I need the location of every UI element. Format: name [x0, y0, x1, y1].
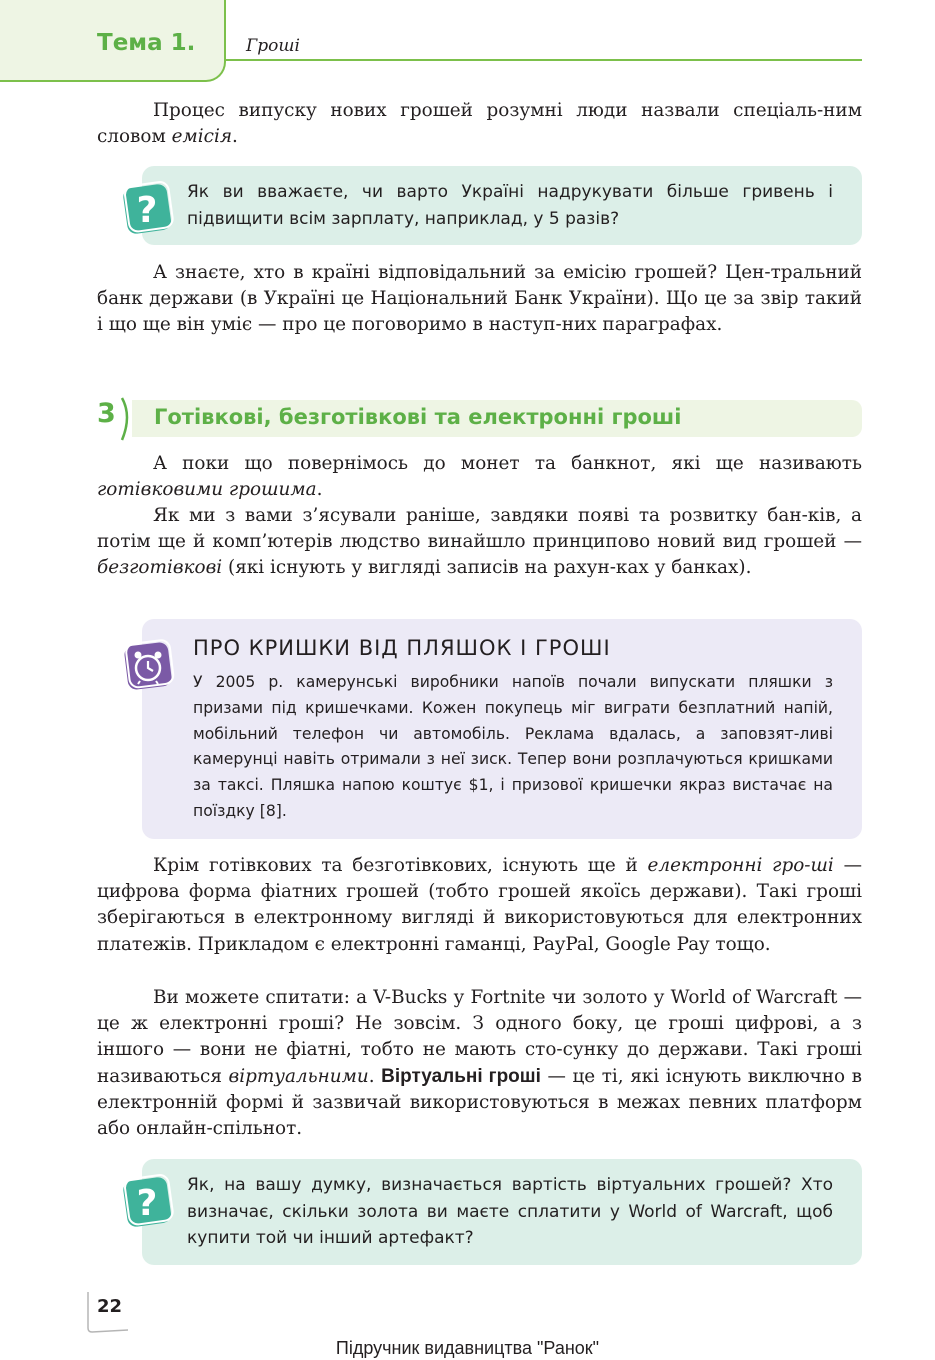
section-number: 3 [97, 398, 116, 429]
paragraph-noncash [97, 503, 862, 582]
fact-title: ПРО КРИШКИ ВІД ПЛЯШОК І ГРОШІ [193, 636, 611, 660]
text-span: Ви можете спитати: а V-Bucks у Fortnite чи золото у World of Warcraft — це ж електронні гроші? Не зовсім. З одного боку, це гроші цифрові, а з іншого — вони не фіатні, тобто не мають сто-сунку до держави. Такі гроші називаються [97, 987, 862, 1087]
page-number: 22 [97, 1296, 123, 1317]
paragraph-central-bank: А знаєте, хто в країні відповідальний за емісію грошей? Цен-тральний банк держави (в Україні це Національний Банк України). Що це за звір такий і що ще він уміє — про це поговоримо в наступ-них параграфах. [97, 262, 862, 336]
text-span: Крім готівкових та безготівкових, існують ще й [153, 855, 648, 876]
term-virtual-money-bold: Віртуальні гроші [381, 1065, 541, 1087]
question-text: Як, на вашу думку, визначається вартість віртуальних грошей? Хто визначає, скільки золота ви маєте сплатити у World of Warcraft, щоб купити той чи інший артефакт? [187, 1175, 833, 1248]
svg-text:?: ? [136, 1183, 158, 1224]
alarm-clock-icon [121, 639, 175, 693]
question-icon [120, 1174, 174, 1228]
term-noncash: безготівкові [97, 557, 223, 579]
term-emission: емісія [171, 126, 233, 148]
svg-text:?: ? [136, 190, 158, 231]
text-span: . [316, 479, 323, 501]
section-bracket [118, 396, 138, 442]
text-span: Як ми з вами з’ясували раніше, завдяки появі та розвитку бан-ків, а потім ще й комп’ютерів людство винайшло принципово новий вид грошей — [97, 505, 862, 553]
paragraph-electronic-money [97, 853, 862, 958]
topic-label: Тема 1. [97, 30, 196, 56]
paragraph-emission [97, 98, 862, 150]
publisher-footer: Підручник видавництва "Ранок" [335, 1338, 600, 1358]
text-span: (які існують у вигляді записів на рахун-ках у банках). [222, 557, 752, 579]
term-electronic-money: електронні гро-ші [647, 855, 834, 876]
section-title: Готівкові, безготівкові та електронні гроші [154, 405, 682, 429]
term-cash-money: готівковими грошима [97, 479, 317, 501]
question-text: Як ви вважаєте, чи варто Україні надрукувати більше гривень і підвищити всім зарплату, наприклад, у 5 разів? [187, 182, 833, 229]
text-span: — цифрова форма фіатних грошей (тобто грошей якоїсь держави). Такі гроші зберігаються в електронному вигляді й використовуються для електронних платежів. Прикладом є електронні гаманці, PayPal, Google Pay тощо. [97, 855, 862, 955]
paragraph-cash [97, 451, 862, 503]
text-span: Процес випуску нових грошей розумні люди назвали спеціаль-ним словом [97, 100, 862, 148]
question-icon [120, 181, 174, 235]
term-virtual: віртуальними [228, 1065, 369, 1087]
fact-text: У 2005 р. камерунські виробники напоїв почали випускати пляшки з призами під кришечками. Кожен покупець міг виграти безплатний напій, мобільний телефон чи автомобіль. Реклама вдалась, а заповзят-ливі камерунці навіть отримали з неї зиск. Тепер вони розплачуються кришками за таксі. Пляшка напою коштує $1, і призової кришечки якраз вистачає на поїздку [8]. [193, 673, 833, 820]
text-span: . [368, 1065, 382, 1087]
text-span: . [232, 126, 238, 148]
text-span: А поки що повернімось до монет та банкнот, які ще називають [153, 453, 862, 474]
text-span: — це ті, які існують виключно в електронній формі й зазвичай використовуються в межах певних платформ або онлайн-спільнот. [97, 1065, 862, 1140]
page-title: Гроші [246, 36, 300, 56]
paragraph-virtual-money [97, 985, 862, 1142]
header-divider [226, 59, 862, 61]
